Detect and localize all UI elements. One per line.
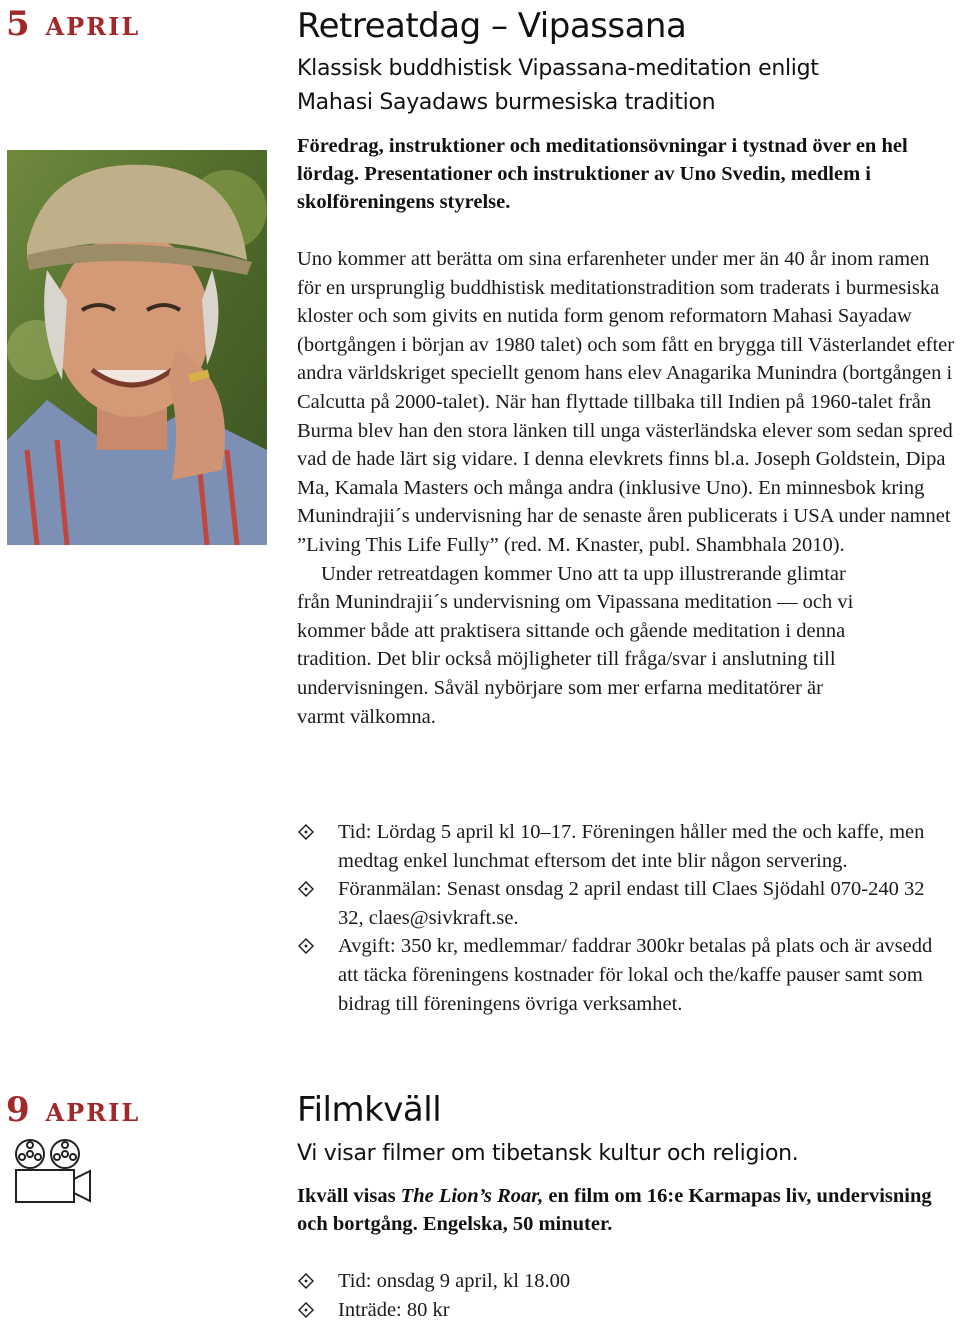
event2-title: Filmkväll (297, 1090, 442, 1130)
event1-subtitle-line1: Klassisk buddhistisk Vipassana-meditation enligt (297, 56, 819, 81)
event2-info-list (296, 1267, 936, 1324)
film-projector-icon (10, 1137, 100, 1207)
event1-info-list (296, 818, 936, 1018)
portrait-image (7, 150, 267, 545)
bullet-text-time: Tid: onsdag 9 april, kl 18.00 (338, 1270, 571, 1292)
event1-subtitle (297, 52, 947, 120)
list-item (296, 875, 936, 932)
diamond-bullet-icon (298, 1273, 314, 1289)
event1-title: Retreatdag – Vipassana (297, 6, 687, 46)
event2-lead-suffix: en film om 16:e Karmapas liv, undervisning och bortgång. Engelska, 50 minuter. (297, 1185, 932, 1235)
event2-lead-prefix: Ikväll visas (297, 1185, 401, 1207)
event2-subtitle: Vi visar filmer om tibetansk kultur och religion. (297, 1141, 799, 1166)
bullet-text-fee: Avgift: 350 kr, medlemmar/ faddrar 300kr betalas på plats och är avsedd att täcka föreningens kostnader för lokal och the/kaffe pauser samt som bidrag till föreningens övriga verksamhet. (338, 935, 933, 1015)
diamond-bullet-icon (298, 824, 314, 840)
event1-paragraph-1: Uno kommer att berätta om sina erfarenheter under mer än 40 år inom ramen för en ursprunglig buddhistisk meditationstradition som traderats i burmesiska kloster och som givits en nutida form genom reformatorn Mahasi Sayadaw (bortgången i början av 1980 talet) och som fått en brygga till Västerlandet efter andra världskriget speciellt genom hans elev Anagarika Munindra (bortgången i Calcutta på 2000-talet). När han flyttade tillbaka till Indien på 1960-talet från Burma blev han den stora länken till unga västerländska elever som sedan spred vad de hade lärt sig vidare. I denna elevkrets finns bl.a. Joseph Goldstein, Dipa Ma, Kamala Masters och många andra (inklusive Uno). En minnesbok kring Munindrajii´s undervisning har de senaste åren publicerats i USA under namnet ”Living This Life Fully” (red. M. Knaster, publ. Shambhala 2010). (297, 248, 955, 556)
event1-body (297, 245, 957, 731)
list-item (296, 932, 936, 1018)
event-date-april-5: 5 april (6, 4, 141, 44)
bullet-text-entrance: Inträde: 80 kr (338, 1298, 450, 1321)
event1-paragraph-2: Under retreatdagen kommer Uno att ta upp illustrerande glimtar från Munindrajii´s undervisning om Vipassana meditation — och vi kommer både att praktisera sittande och gående meditation i denna tradition. Det blir också möjligheter till fråga/svar i anslutning till undervisningen. Såväl nybörjare som mer erfarna meditatörer är varmt välkomna. (297, 562, 854, 728)
diamond-bullet-icon (298, 938, 314, 954)
list-item (296, 1267, 936, 1296)
event1-subtitle-line2: Mahasi Sayadaws burmesiska tradition (297, 90, 716, 115)
event-date-april-9: 9 april (6, 1090, 141, 1130)
bullet-text-time: Tid: Lördag 5 april kl 10–17. Föreningen håller med the och kaffe, men medtag enkel lunchmat eftersom det inte blir någon servering. (338, 821, 925, 872)
list-item (296, 818, 936, 875)
diamond-bullet-icon (298, 1302, 314, 1318)
bullet-text-registration: Föranmälan: Senast onsdag 2 april endast till Claes Sjödahl 070-240 32 32, claes@sivkraft.se. (338, 878, 925, 929)
event2-lead (297, 1182, 957, 1238)
event1-lead: Föredrag, instruktioner och meditationsövningar i tystnad över en hel lördag. Presentationer och instruktioner av Uno Svedin, medlem i skolföreningens styrelse. (297, 135, 908, 213)
diamond-bullet-icon (298, 881, 314, 897)
event2-film-title: The Lion’s Roar, (400, 1185, 544, 1207)
portrait-photo (7, 150, 267, 545)
